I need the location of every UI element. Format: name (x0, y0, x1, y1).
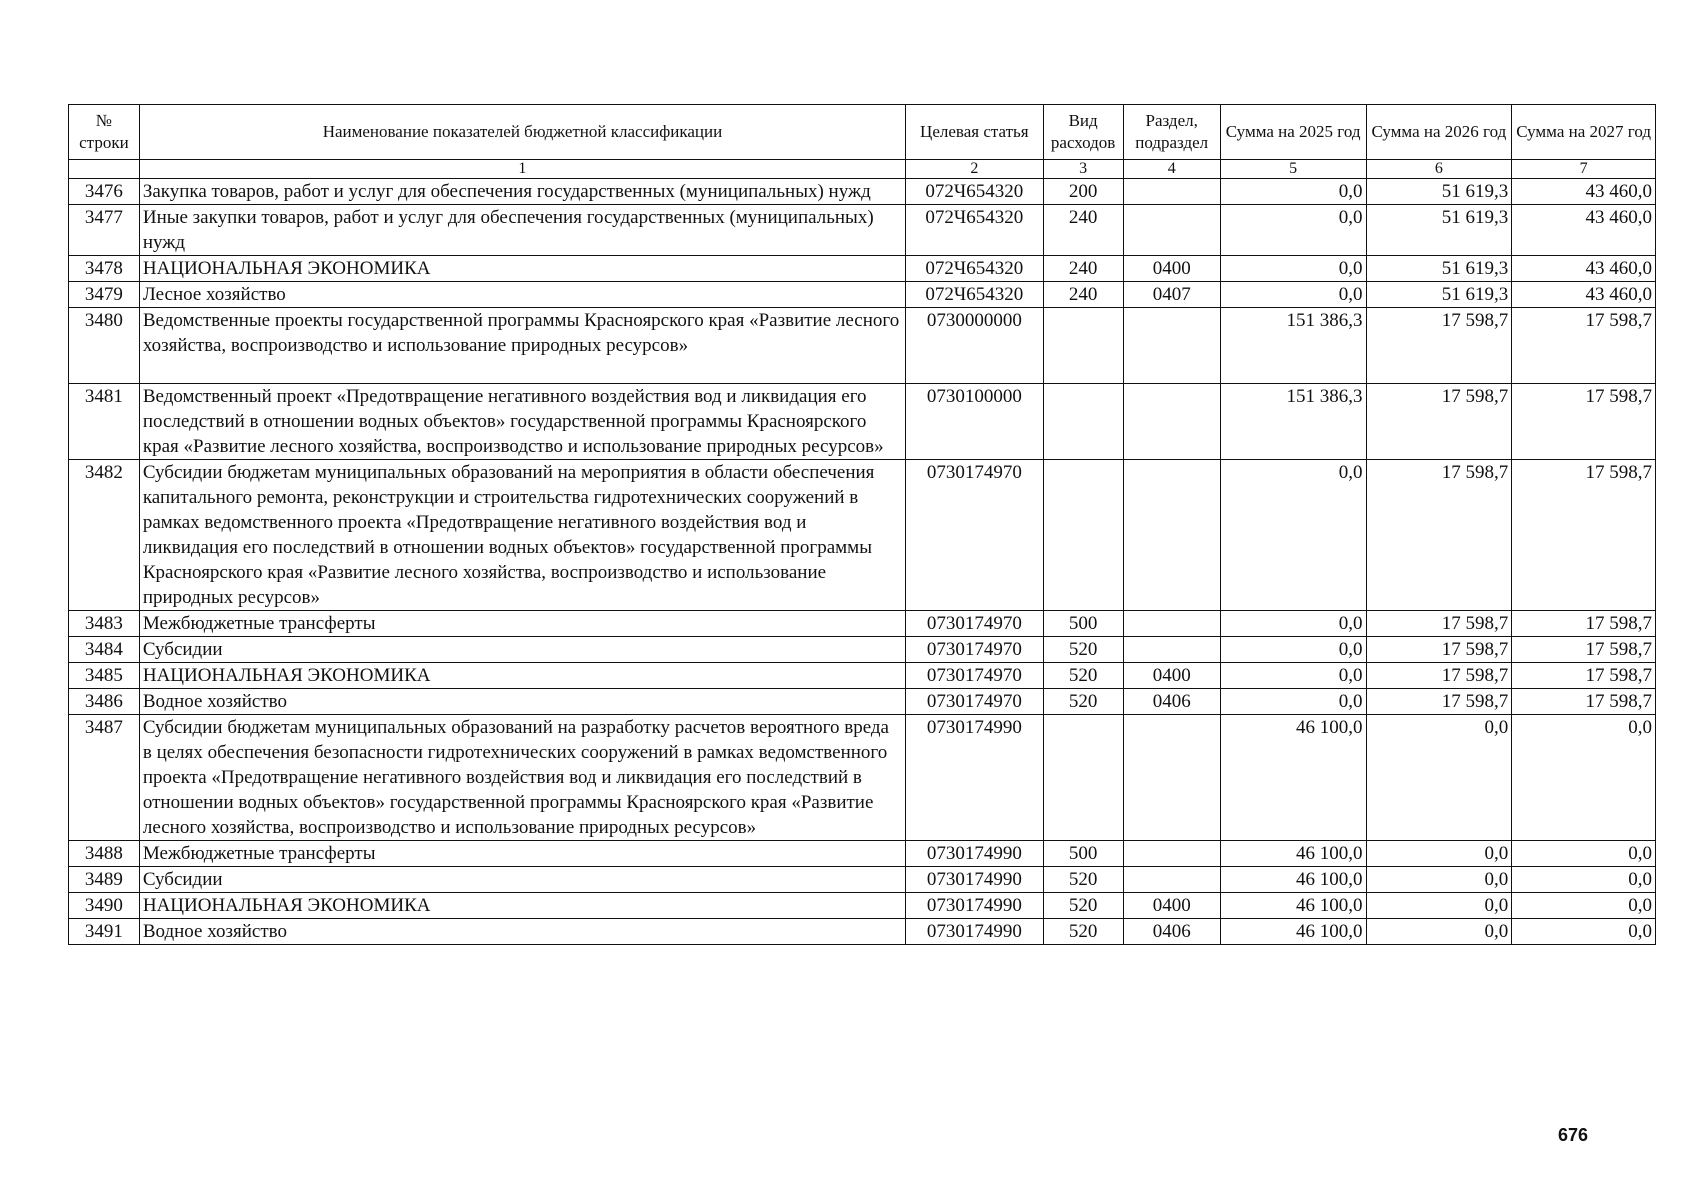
row-sum-2026: 17 598,7 (1366, 460, 1512, 611)
table-header (69, 105, 1656, 179)
row-name: НАЦИОНАЛЬНАЯ ЭКОНОМИКА (139, 893, 905, 919)
row-sum-2026: 17 598,7 (1366, 308, 1512, 384)
row-target-article: 0730174970 (906, 637, 1044, 663)
row-target-article: 072Ч654320 (906, 205, 1044, 256)
row-number: 3482 (69, 460, 140, 611)
row-sum-2027: 17 598,7 (1512, 637, 1656, 663)
row-target-article: 0730100000 (906, 384, 1044, 460)
table-row (69, 205, 1656, 256)
row-sum-2025: 0,0 (1220, 637, 1366, 663)
row-expense-kind: 500 (1043, 611, 1123, 637)
row-expense-kind: 520 (1043, 893, 1123, 919)
row-name: Закупка товаров, работ и услуг для обеспечения государственных (муниципальных) нужд (139, 179, 905, 205)
row-name: Ведомственные проекты государственной программы Красноярского края «Развитие лесного хозяйства, воспроизводство и использование природных ресурсов» (139, 308, 905, 384)
row-section (1123, 611, 1220, 637)
row-sum-2025: 0,0 (1220, 663, 1366, 689)
header-sum-2025: Сумма на 2025 год (1220, 105, 1366, 160)
page-number: 676 (1558, 1125, 1589, 1145)
column-number: 4 (1123, 160, 1220, 179)
row-section (1123, 308, 1220, 384)
row-sum-2026: 51 619,3 (1366, 256, 1512, 282)
row-sum-2027: 43 460,0 (1512, 282, 1656, 308)
table-row (69, 715, 1656, 841)
header-section: Раздел, подраздел (1123, 105, 1220, 160)
row-expense-kind: 520 (1043, 867, 1123, 893)
table-row (69, 689, 1656, 715)
row-name: Ведомственный проект «Предотвращение негативного воздействия вод и ликвидация его последствий в отношении водных объектов» государственной программы Красноярского края «Развитие лесного хозяйства, воспроизводство и использование природных ресурсов» (139, 384, 905, 460)
row-sum-2026: 17 598,7 (1366, 637, 1512, 663)
row-target-article: 0730000000 (906, 308, 1044, 384)
table-row (69, 384, 1656, 460)
table-row (69, 919, 1656, 945)
row-number: 3488 (69, 841, 140, 867)
table-row (69, 893, 1656, 919)
row-name: Водное хозяйство (139, 689, 905, 715)
row-sum-2027: 17 598,7 (1512, 384, 1656, 460)
table-row (69, 867, 1656, 893)
row-section: 0400 (1123, 893, 1220, 919)
row-number: 3484 (69, 637, 140, 663)
row-sum-2025: 0,0 (1220, 256, 1366, 282)
row-sum-2026: 51 619,3 (1366, 179, 1512, 205)
row-target-article: 072Ч654320 (906, 256, 1044, 282)
row-sum-2027: 0,0 (1512, 715, 1656, 841)
row-section: 0400 (1123, 256, 1220, 282)
row-sum-2025: 46 100,0 (1220, 919, 1366, 945)
row-sum-2025: 151 386,3 (1220, 384, 1366, 460)
row-sum-2026: 0,0 (1366, 919, 1512, 945)
row-sum-2025: 46 100,0 (1220, 893, 1366, 919)
row-sum-2025: 46 100,0 (1220, 715, 1366, 841)
row-number: 3478 (69, 256, 140, 282)
row-section (1123, 384, 1220, 460)
row-target-article: 0730174990 (906, 715, 1044, 841)
row-sum-2026: 0,0 (1366, 893, 1512, 919)
row-number: 3486 (69, 689, 140, 715)
row-sum-2027: 17 598,7 (1512, 611, 1656, 637)
row-number: 3476 (69, 179, 140, 205)
row-target-article: 0730174970 (906, 611, 1044, 637)
header-target-article: Целевая статья (906, 105, 1044, 160)
table-row (69, 256, 1656, 282)
row-expense-kind: 240 (1043, 205, 1123, 256)
row-sum-2025: 0,0 (1220, 205, 1366, 256)
header-row-number: № строки (69, 105, 140, 160)
row-number: 3491 (69, 919, 140, 945)
row-sum-2027: 17 598,7 (1512, 460, 1656, 611)
row-sum-2026: 0,0 (1366, 867, 1512, 893)
row-section (1123, 460, 1220, 611)
row-sum-2025: 46 100,0 (1220, 841, 1366, 867)
row-sum-2026: 17 598,7 (1366, 611, 1512, 637)
row-sum-2027: 43 460,0 (1512, 205, 1656, 256)
row-sum-2025: 0,0 (1220, 282, 1366, 308)
row-name: Иные закупки товаров, работ и услуг для обеспечения государственных (муниципальных) нужд (139, 205, 905, 256)
row-number: 3480 (69, 308, 140, 384)
row-sum-2026: 17 598,7 (1366, 663, 1512, 689)
row-sum-2027: 43 460,0 (1512, 256, 1656, 282)
row-target-article: 072Ч654320 (906, 282, 1044, 308)
row-sum-2027: 0,0 (1512, 893, 1656, 919)
row-expense-kind (1043, 715, 1123, 841)
row-name: НАЦИОНАЛЬНАЯ ЭКОНОМИКА (139, 256, 905, 282)
row-expense-kind: 240 (1043, 282, 1123, 308)
table-row (69, 663, 1656, 689)
row-number: 3485 (69, 663, 140, 689)
row-sum-2025: 0,0 (1220, 179, 1366, 205)
row-expense-kind: 500 (1043, 841, 1123, 867)
column-number: 2 (906, 160, 1044, 179)
column-number: 6 (1366, 160, 1512, 179)
column-number: 1 (139, 160, 905, 179)
row-expense-kind: 520 (1043, 689, 1123, 715)
row-expense-kind: 520 (1043, 919, 1123, 945)
row-sum-2027: 0,0 (1512, 919, 1656, 945)
row-number: 3487 (69, 715, 140, 841)
budget-table (68, 104, 1656, 945)
row-section: 0400 (1123, 663, 1220, 689)
row-sum-2026: 0,0 (1366, 841, 1512, 867)
row-section (1123, 867, 1220, 893)
row-target-article: 072Ч654320 (906, 179, 1044, 205)
table-body (69, 179, 1656, 945)
row-expense-kind: 200 (1043, 179, 1123, 205)
row-target-article: 0730174990 (906, 841, 1044, 867)
header-expense-kind: Вид расходов (1043, 105, 1123, 160)
row-section (1123, 205, 1220, 256)
column-number-blank (69, 160, 140, 179)
row-sum-2027: 0,0 (1512, 841, 1656, 867)
row-sum-2025: 0,0 (1220, 689, 1366, 715)
row-target-article: 0730174970 (906, 460, 1044, 611)
row-name: НАЦИОНАЛЬНАЯ ЭКОНОМИКА (139, 663, 905, 689)
row-sum-2027: 17 598,7 (1512, 689, 1656, 715)
row-sum-2027: 17 598,7 (1512, 663, 1656, 689)
row-sum-2027: 17 598,7 (1512, 308, 1656, 384)
table-row (69, 460, 1656, 611)
table-row (69, 179, 1656, 205)
row-section (1123, 637, 1220, 663)
column-number: 7 (1512, 160, 1656, 179)
row-name: Субсидии (139, 867, 905, 893)
column-number: 3 (1043, 160, 1123, 179)
row-name: Субсидии (139, 637, 905, 663)
row-number: 3489 (69, 867, 140, 893)
table-row (69, 282, 1656, 308)
row-sum-2025: 0,0 (1220, 460, 1366, 611)
row-section: 0406 (1123, 689, 1220, 715)
header-sum-2027: Сумма на 2027 год (1512, 105, 1656, 160)
table-row (69, 841, 1656, 867)
row-sum-2025: 0,0 (1220, 611, 1366, 637)
row-number: 3490 (69, 893, 140, 919)
row-sum-2027: 0,0 (1512, 867, 1656, 893)
column-number: 5 (1220, 160, 1366, 179)
row-sum-2027: 43 460,0 (1512, 179, 1656, 205)
header-sum-2026: Сумма на 2026 год (1366, 105, 1512, 160)
row-sum-2026: 51 619,3 (1366, 282, 1512, 308)
row-target-article: 0730174970 (906, 689, 1044, 715)
row-number: 3477 (69, 205, 140, 256)
row-name: Лесное хозяйство (139, 282, 905, 308)
row-name: Субсидии бюджетам муниципальных образований на разработку расчетов вероятного вреда в целях обеспечения безопасности гидротехнических сооружений в рамках ведомственного проекта «Предотвращение негативного воздействия вод и ликвидация его последствий в отношении водных объектов» государственной программы Красноярского края «Развитие лесного хозяйства, воспроизводство и использование природных ресурсов» (139, 715, 905, 841)
row-number: 3481 (69, 384, 140, 460)
row-number: 3483 (69, 611, 140, 637)
row-section: 0406 (1123, 919, 1220, 945)
row-name: Межбюджетные трансферты (139, 611, 905, 637)
row-number: 3479 (69, 282, 140, 308)
row-section: 0407 (1123, 282, 1220, 308)
row-target-article: 0730174990 (906, 893, 1044, 919)
row-section (1123, 841, 1220, 867)
row-sum-2026: 17 598,7 (1366, 384, 1512, 460)
row-target-article: 0730174990 (906, 867, 1044, 893)
row-sum-2025: 46 100,0 (1220, 867, 1366, 893)
table-row (69, 637, 1656, 663)
table-row (69, 611, 1656, 637)
row-section (1123, 715, 1220, 841)
row-sum-2026: 0,0 (1366, 715, 1512, 841)
row-section (1123, 179, 1220, 205)
row-target-article: 0730174970 (906, 663, 1044, 689)
row-expense-kind (1043, 308, 1123, 384)
row-expense-kind (1043, 460, 1123, 611)
header-row (69, 105, 1656, 160)
column-number-row (69, 160, 1656, 179)
row-name: Межбюджетные трансферты (139, 841, 905, 867)
row-sum-2026: 17 598,7 (1366, 689, 1512, 715)
header-name: Наименование показателей бюджетной классификации (139, 105, 905, 160)
table-row (69, 308, 1656, 384)
row-sum-2026: 51 619,3 (1366, 205, 1512, 256)
row-expense-kind (1043, 384, 1123, 460)
row-name: Субсидии бюджетам муниципальных образований на мероприятия в области обеспечения капитального ремонта, реконструкции и строительства гидротехнических сооружений в рамках ведомственного проекта «Предотвращение негативного воздействия вод и ликвидация его последствий в отношении водных объектов» государственной программы Красноярского края «Развитие лесного хозяйства, воспроизводство и использование природных ресурсов» (139, 460, 905, 611)
row-name: Водное хозяйство (139, 919, 905, 945)
row-expense-kind: 520 (1043, 663, 1123, 689)
row-expense-kind: 240 (1043, 256, 1123, 282)
row-sum-2025: 151 386,3 (1220, 308, 1366, 384)
row-target-article: 0730174990 (906, 919, 1044, 945)
row-expense-kind: 520 (1043, 637, 1123, 663)
